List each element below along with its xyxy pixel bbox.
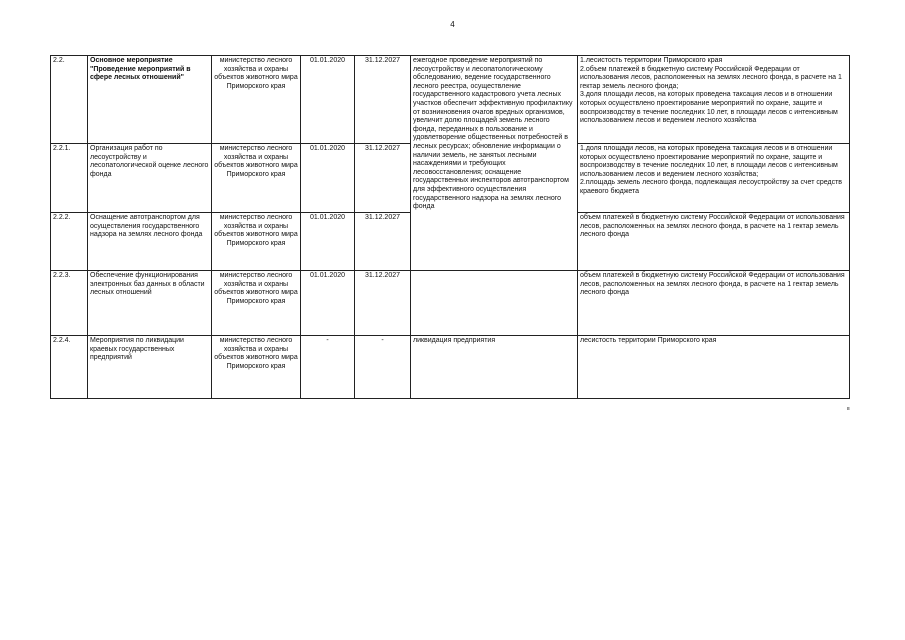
expected-result: [411, 56, 578, 271]
indicator-item: 1.доля площади лесов, на которых проведена таксация лесов и в отношении которых осуществлено проектирование мероприятий по охране, защите и воспроизводству в течение последних 10 лет, в площади лесов с интенсивным использованием лесов и ведением лесного хозяйства;: [580, 145, 838, 178]
activity-name: Основное мероприятие "Проведение мероприятий в сфере лесных отношений": [88, 56, 212, 144]
row-code: 2.2.4.: [51, 336, 88, 399]
indicators: [578, 144, 850, 213]
executor: министерство лесного хозяйства и охраны объектов животного мира Приморского края: [212, 213, 301, 271]
end-date: 31.12.2027: [355, 213, 411, 271]
activity-name: Организация работ по лесоустройству и лесопатологической оценке лесного фонда: [88, 144, 212, 213]
end-date: 31.12.2027: [355, 271, 411, 336]
indicator-item: 2.площадь земель лесного фонда, подлежащая лесоустройству за счет средств краевого бюджета: [580, 179, 843, 195]
executor: министерство лесного хозяйства и охраны объектов животного мира Приморского края: [212, 56, 301, 144]
start-date: 01.01.2020: [301, 144, 355, 213]
executor: министерство лесного хозяйства и охраны объектов животного мира Приморского края: [212, 271, 301, 336]
executor: министерство лесного хозяйства и охраны объектов животного мира Приморского края: [212, 336, 301, 399]
indicators: [578, 271, 850, 336]
end-date: 31.12.2027: [355, 144, 411, 213]
indicator-item: 2.объем платежей в бюджетную систему Российской Федерации от использования лесов, расположенных на землях лесного фонда, в расчете на 1 гектар земель лесного фонда;: [580, 65, 842, 90]
row-code: 2.2.2.: [51, 213, 88, 271]
start-date: -: [301, 336, 355, 399]
end-date: 31.12.2027: [355, 56, 411, 144]
start-date: 01.01.2020: [301, 213, 355, 271]
table-row: [51, 336, 850, 399]
corner-mark: в: [847, 406, 850, 412]
activity-name: Обеспечение функционирования электронных баз данных в области лесных отношений: [88, 271, 212, 336]
activity-name: Оснащение автотранспортом для осуществления государственного надзора на землях лесного фонда: [88, 213, 212, 271]
activity-name: Мероприятия по ликвидации краевых государственных предприятий: [88, 336, 212, 399]
row-code: 2.2.3.: [51, 271, 88, 336]
expected-result-text: ежегодное проведение мероприятий по лесоустройству и лесопатологическому обследованию, ведение государственного лесного реестра, осуществление государственного кадастрового учета лесных участков обеспечит эффективную профилактику от возникновения очагов вредных организмов, увеличит долю площадей земель лесного фонда, переданных в пользование и удовлетворение общественных потребностей в лесных ресурсах; обновление информации о наличии земель, не занятых лесными насаждениями и требующих лесовосстановления; оснащение государственных инспекторов автотранспортом для эффективного осуществления государственного надзора на землях лесного фонда: [413, 57, 573, 211]
start-date: 01.01.2020: [301, 271, 355, 336]
expected-result: [411, 271, 578, 336]
indicator-item: 3.доля площади лесов, на которых проведена таксация лесов и в отношении которых осуществлено проектирование мероприятий по охране, защите и воспроизводству в течение последних 10 лет, в площади лесов с интенсивным использованием лесов и ведением лесного хозяйства: [580, 91, 838, 125]
executor: министерство лесного хозяйства и охраны объектов животного мира Приморского края: [212, 144, 301, 213]
start-date: 01.01.2020: [301, 56, 355, 144]
indicator-item: 1.лесистость территории Приморского края: [580, 57, 723, 64]
indicator-item: объем платежей в бюджетную систему Российской Федерации от использования лесов, расположенных на землях лесного фонда, в расчете на 1 гектар земель лесного фонда: [580, 214, 845, 239]
table-row: [51, 271, 850, 336]
end-date: -: [355, 336, 411, 399]
program-activities-table: [50, 55, 850, 399]
indicator-item: объем платежей в бюджетную систему Российской Федерации от использования лесов, расположенных на землях лесного фонда, в расчете на 1 гектар земель лесного фонда: [580, 272, 845, 297]
page-number: 4: [450, 20, 455, 29]
indicator-item: лесистость территории Приморского края: [580, 337, 717, 344]
indicators: [578, 336, 850, 399]
indicators: [578, 213, 850, 271]
expected-result: ликвидация предприятия: [411, 336, 578, 399]
table-row: [51, 56, 850, 144]
row-code: 2.2.: [51, 56, 88, 144]
row-code: 2.2.1.: [51, 144, 88, 213]
indicators: [578, 56, 850, 144]
